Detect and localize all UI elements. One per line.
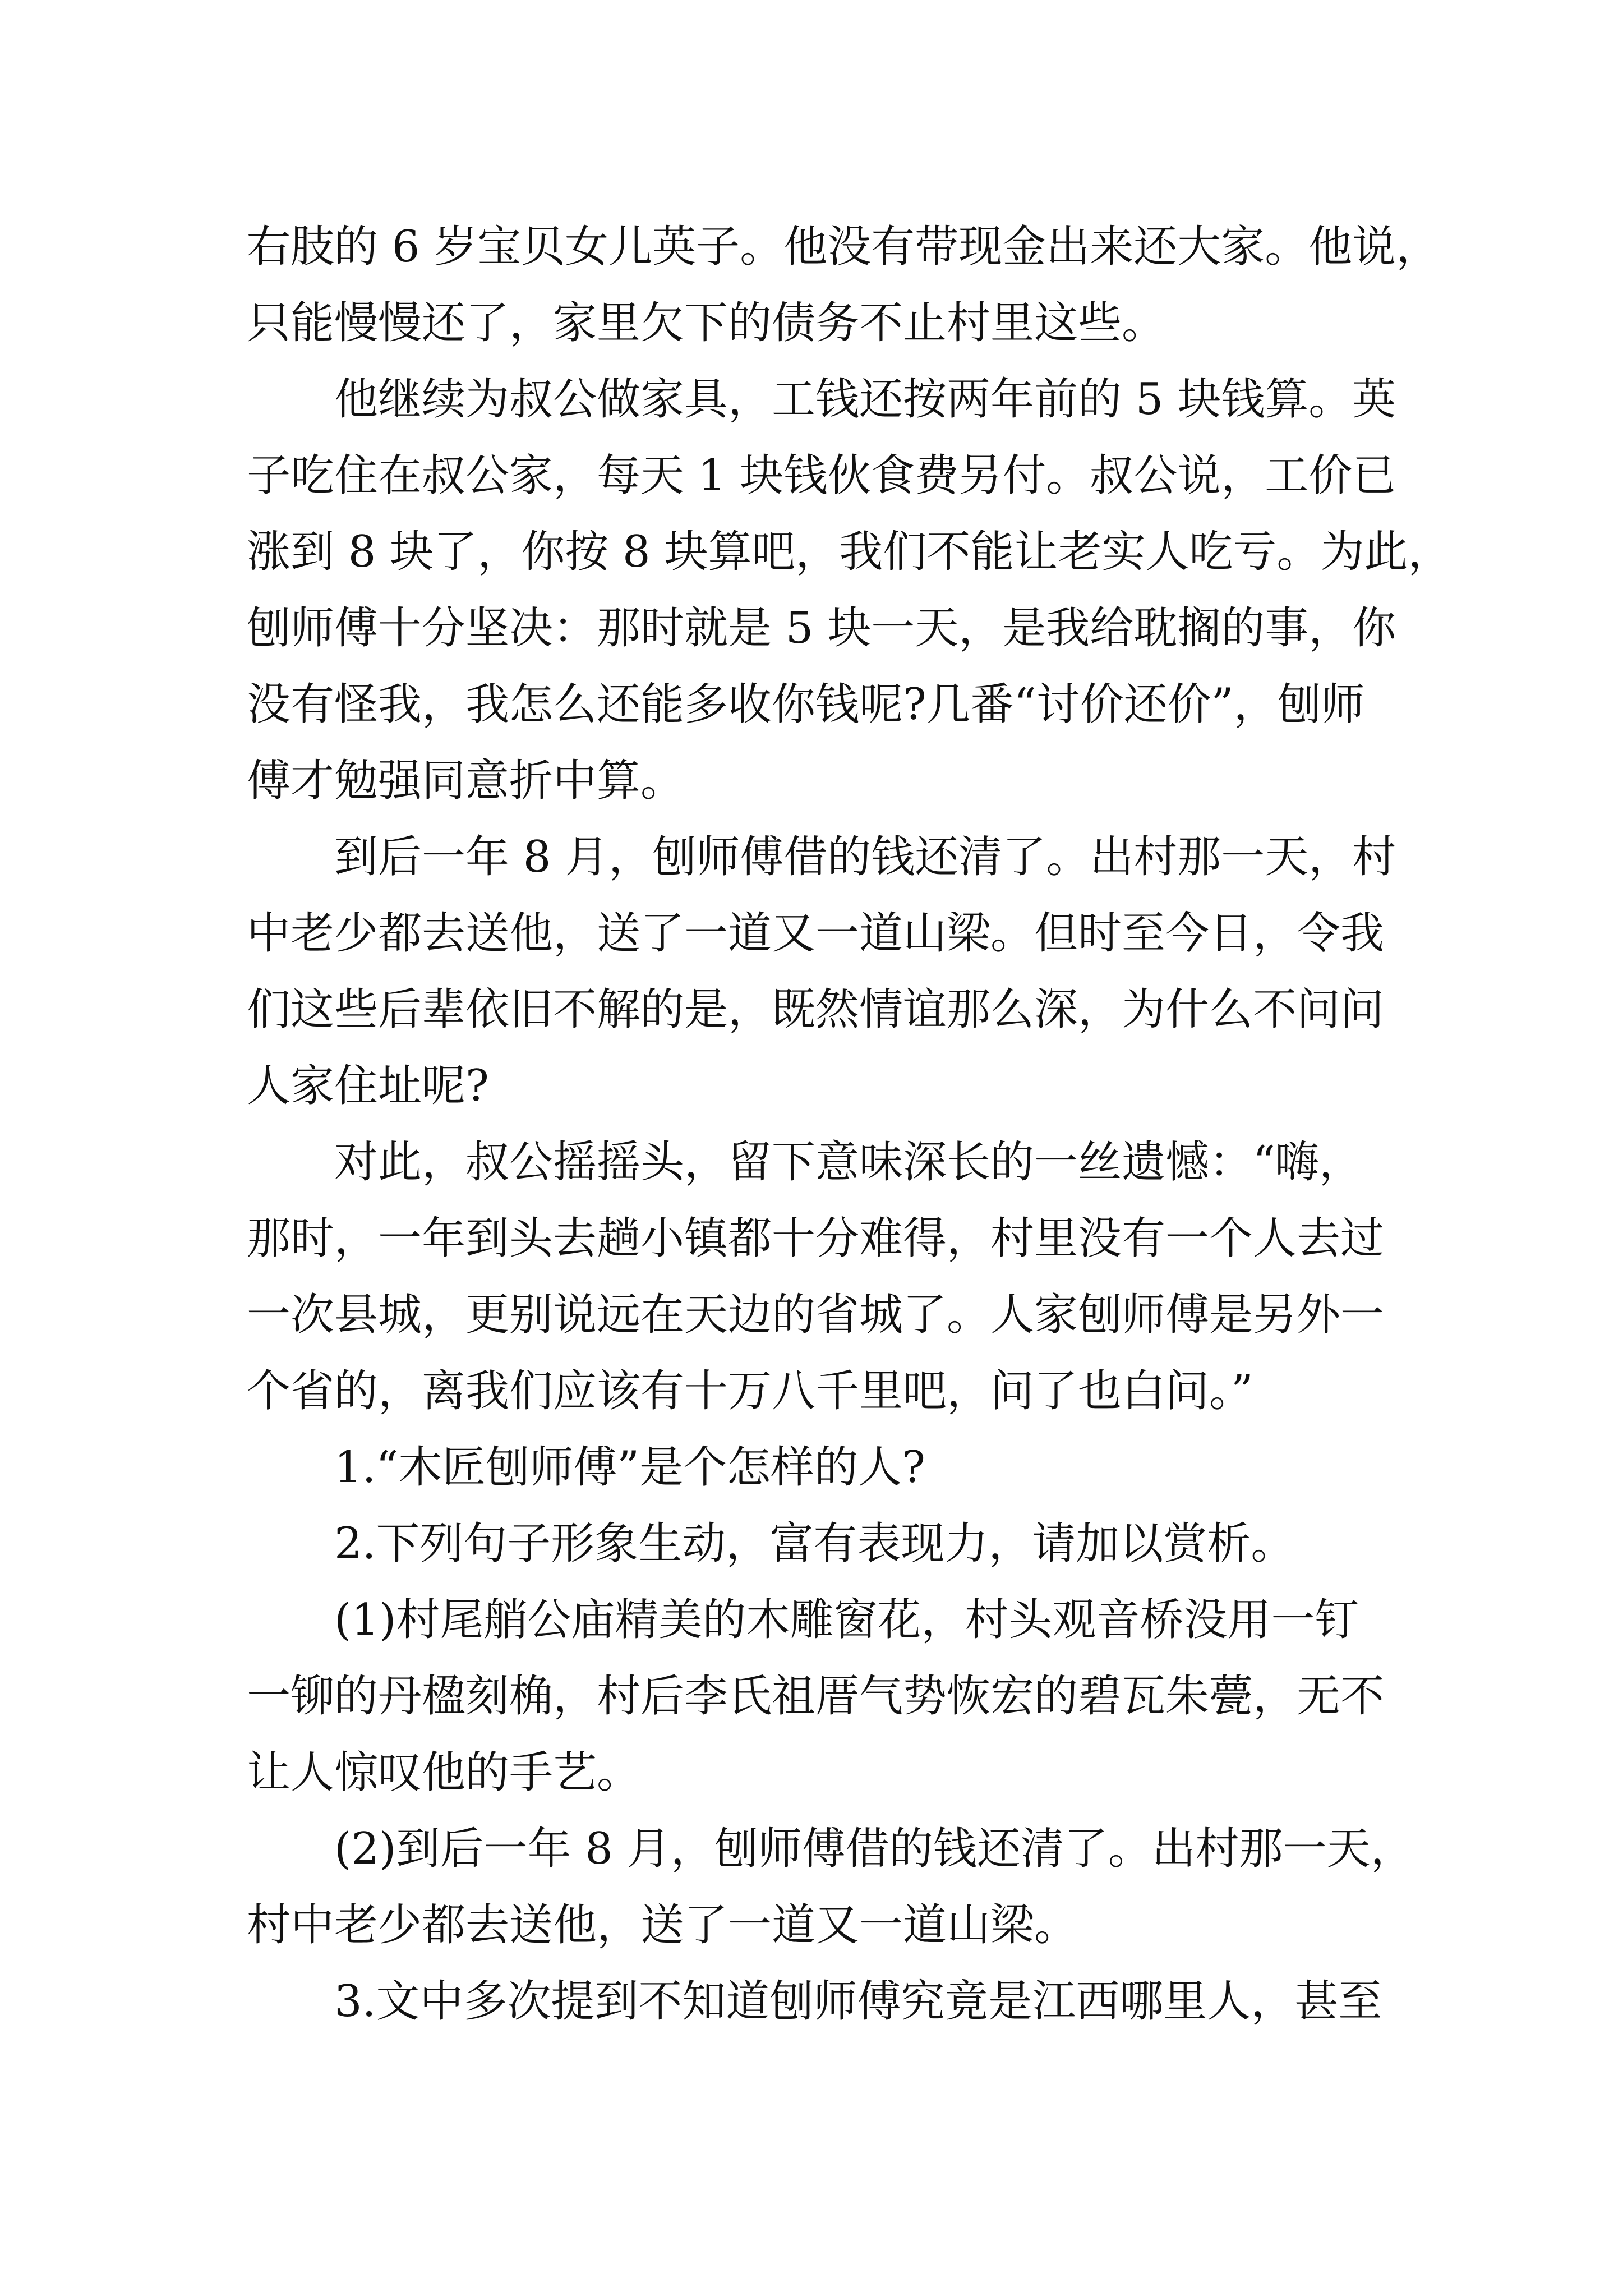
- paragraph-line: 个省的，离我们应该有十万八千里吧，问了也白问。”: [247, 1366, 1253, 1416]
- question-line: (1)村尾艄公庙精美的木雕窗花，村头观音桥没用一钉: [334, 1595, 1359, 1645]
- paragraph-line: 对此，叔公摇摇头，留下意味深长的一丝遗憾：“嗨，: [334, 1137, 1363, 1188]
- question-line: 一铆的丹楹刻桷，村后李氏祖厝气势恢宏的碧瓦朱甍，无不: [247, 1671, 1385, 1722]
- question-line: 让人惊叹他的手艺。: [247, 1747, 641, 1798]
- question-line: 1.“木匠刨师傅”是个怎样的人?: [334, 1442, 925, 1493]
- paragraph-line: 没有怪我，我怎么还能多收你钱呢?几番“讨价还价”，刨师: [247, 679, 1365, 730]
- paragraph-line: 子吃住在叔公家，每天 1 块钱伙食费另付。叔公说，工价已: [247, 450, 1396, 501]
- paragraph-line: 傅才勉强同意折中算。: [247, 756, 685, 806]
- paragraph-line: 中老少都去送他，送了一道又一道山梁。但时至今日，令我: [247, 908, 1385, 959]
- paragraph-line: 右肢的 6 岁宝贝女儿英子。他没有带现金出来还大家。他说，: [247, 222, 1440, 272]
- document-body: [247, 209, 1452, 2040]
- paragraph-line: 涨到 8 块了，你按 8 块算吧，我们不能让老实人吃亏。为此，: [247, 527, 1452, 577]
- question-line: 村中老少都去送他，送了一道又一道山梁。: [247, 1900, 1078, 1950]
- paragraph-line: 他继续为叔公做家具，工钱还按两年前的 5 块钱算。英: [334, 374, 1396, 425]
- paragraph-line: 一次县城，更别说远在天边的省城了。人家刨师傅是另外一: [247, 1290, 1385, 1340]
- paragraph-line: 们这些后辈依旧不解的是，既然情谊那么深，为什么不问问: [247, 984, 1385, 1035]
- question-line: (2)到后一年 8 月，刨师傅借的钱还清了。出村那一天，: [334, 1824, 1414, 1874]
- paragraph-line: 只能慢慢还了，家里欠下的债务不止村里这些。: [247, 298, 1166, 348]
- paragraph-line: 人家住址呢?: [247, 1061, 489, 1111]
- question-line: 3.文中多次提到不知道刨师傅究竟是江西哪里人，甚至: [334, 1976, 1382, 2027]
- paragraph-line: 刨师傅十分坚决：那时就是 5 块一天，是我给耽搁的事，你: [247, 603, 1396, 654]
- paragraph-line: 到后一年 8 月，刨师傅借的钱还清了。出村那一天，村: [334, 832, 1396, 882]
- question-line: 2.下列句子形象生动，富有表现力，请加以赏析。: [334, 1519, 1295, 1569]
- paragraph-line: 那时，一年到头去趟小镇都十分难得，村里没有一个人去过: [247, 1213, 1385, 1264]
